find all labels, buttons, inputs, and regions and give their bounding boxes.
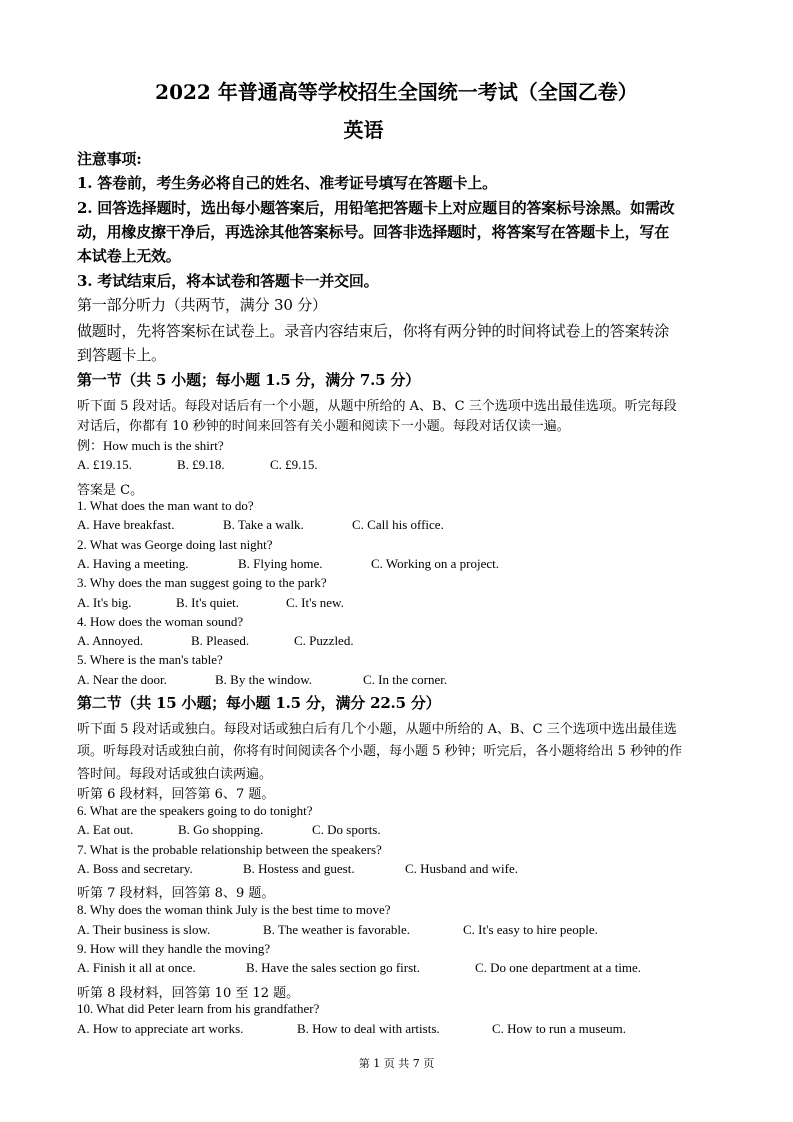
- material-8-instruction: 听第 8 段材料，回答第 10 至 12 题。: [77, 986, 300, 1001]
- notice-heading: 注意事项:: [77, 150, 142, 168]
- q8-option-a: A. Their business is slow.: [77, 922, 211, 937]
- q10-option-b: B. How to deal with artists.: [297, 1021, 440, 1036]
- q9-option-b: B. Have the sales section go first.: [246, 960, 421, 975]
- example-option-a: A. £19.15.: [77, 457, 132, 472]
- question-8: 8. Why does the woman think July is the best time to move?: [77, 902, 391, 917]
- question-5: 5. Where is the man's table?: [77, 652, 223, 667]
- q2-option-c: C. Working on a project.: [371, 556, 499, 571]
- q4-option-a: A. Annoyed.: [77, 633, 144, 648]
- q3-option-c: C. It's new.: [286, 595, 344, 610]
- exam-title: 2022 年普通高等学校招生全国统一考试（全国乙卷）: [155, 80, 638, 104]
- q8-option-c: C. It's easy to hire people.: [463, 922, 598, 937]
- notice-item-2-line-2: 动，用橡皮擦干净后，再选涂其他答案标号。回答非选择题时，将答案写在答题卡上，写在: [77, 223, 670, 241]
- material-6-instruction: 听第 6 段材料，回答第 6、7 题。: [77, 787, 275, 802]
- question-9: 9. How will they handle the moving?: [77, 941, 271, 956]
- section1-instr-line-1: 听下面 5 段对话。每段对话后有一个小题，从题中所给的 A、B、C 三个选项中选出最佳选项。听完每段: [77, 399, 677, 414]
- q2-option-b: B. Flying home.: [238, 556, 323, 571]
- q8-option-b: B. The weather is favorable.: [263, 922, 411, 937]
- q10-option-c: C. How to run a museum.: [492, 1021, 626, 1036]
- q1-option-a: A. Have breakfast.: [77, 517, 175, 532]
- part1-heading: 第一部分听力（共两节，满分 30 分）: [77, 296, 327, 314]
- part1-instr-line-2: 到答题卡上。: [77, 346, 166, 364]
- q1-option-b: B. Take a walk.: [223, 517, 304, 532]
- q9-option-a: A. Finish it all at once.: [77, 960, 196, 975]
- q3-option-b: B. It's quiet.: [176, 595, 240, 610]
- q5-option-b: B. By the window.: [215, 672, 313, 687]
- page-number: 第 1 页 共 7 页: [358, 1057, 435, 1070]
- q2-option-a: A. Having a meeting.: [77, 556, 189, 571]
- section2-instr-line-3: 答时间。每段对话或独白读两遍。: [77, 767, 273, 782]
- q10-option-a: A. How to appreciate art works.: [77, 1021, 244, 1036]
- notice-item-2-line-1: 2. 回答选择题时，选出每小题答案后，用铅笔把答题卡上对应题目的答案标号涂黑。如需改: [77, 199, 675, 217]
- exam-subject: 英语: [343, 118, 384, 142]
- question-2: 2. What was George doing last night?: [77, 537, 273, 552]
- question-3: 3. Why does the man suggest going to the park?: [77, 575, 327, 590]
- q3-option-a: A. It's big.: [77, 595, 132, 610]
- example-answer: 答案是 C。: [77, 483, 144, 498]
- q7-option-c: C. Husband and wife.: [405, 861, 519, 876]
- q7-option-a: A. Boss and secretary.: [77, 861, 193, 876]
- q5-option-c: C. In the corner.: [363, 672, 448, 687]
- question-4: 4. How does the woman sound?: [77, 614, 244, 629]
- notice-item-2-line-3: 本试卷上无效。: [77, 247, 181, 265]
- q4-option-c: C. Puzzled.: [294, 633, 354, 648]
- example-option-b: B. £9.18.: [177, 457, 225, 472]
- question-7: 7. What is the probable relationship between the speakers?: [77, 842, 382, 857]
- question-10: 10. What did Peter learn from his grandfather?: [77, 1001, 320, 1016]
- section1-heading: 第一节（共 5 小题；每小题 1.5 分，满分 7.5 分）: [77, 371, 420, 389]
- q6-option-c: C. Do sports.: [312, 822, 381, 837]
- material-7-instruction: 听第 7 段材料，回答第 8、9 题。: [77, 886, 275, 901]
- q7-option-b: B. Hostess and guest.: [243, 861, 355, 876]
- question-1: 1. What does the man want to do?: [77, 498, 254, 513]
- q6-option-b: B. Go shopping.: [178, 822, 264, 837]
- section1-instr-line-2: 对话后，你都有 10 秒钟的时间来回答有关小题和阅读下一小题。每段对话仅读一遍。: [77, 419, 570, 434]
- example-question: 例：How much is the shirt?: [77, 438, 224, 453]
- section2-heading: 第二节（共 15 小题；每小题 1.5 分，满分 22.5 分）: [77, 694, 441, 712]
- q1-option-c: C. Call his office.: [352, 517, 444, 532]
- q6-option-a: A. Eat out.: [77, 822, 134, 837]
- section2-instr-line-2: 项。听每段对话或独白前，你将有时间阅读各个小题，每小题 5 秒钟；听完后，各小题将给出 5 秒钟的作: [77, 744, 683, 759]
- notice-item-1: 1. 答卷前，考生务必将自己的姓名、准考证号填写在答题卡上。: [77, 174, 497, 192]
- notice-item-3: 3. 考试结束后，将本试卷和答题卡一并交回。: [77, 272, 379, 290]
- example-option-c: C. £9.15.: [270, 457, 318, 472]
- question-6: 6. What are the speakers going to do tonight?: [77, 803, 313, 818]
- q9-option-c: C. Do one department at a time.: [475, 960, 642, 975]
- q4-option-b: B. Pleased.: [191, 633, 250, 648]
- section2-instr-line-1: 听下面 5 段对话或独白。每段对话或独白后有几个小题，从题中所给的 A、B、C 三个选项中选出最佳选: [77, 722, 677, 737]
- part1-instr-line-1: 做题时，先将答案标在试卷上。录音内容结束后，你将有两分钟的时间将试卷上的答案转涂: [77, 322, 670, 340]
- q5-option-a: A. Near the door.: [77, 672, 167, 687]
